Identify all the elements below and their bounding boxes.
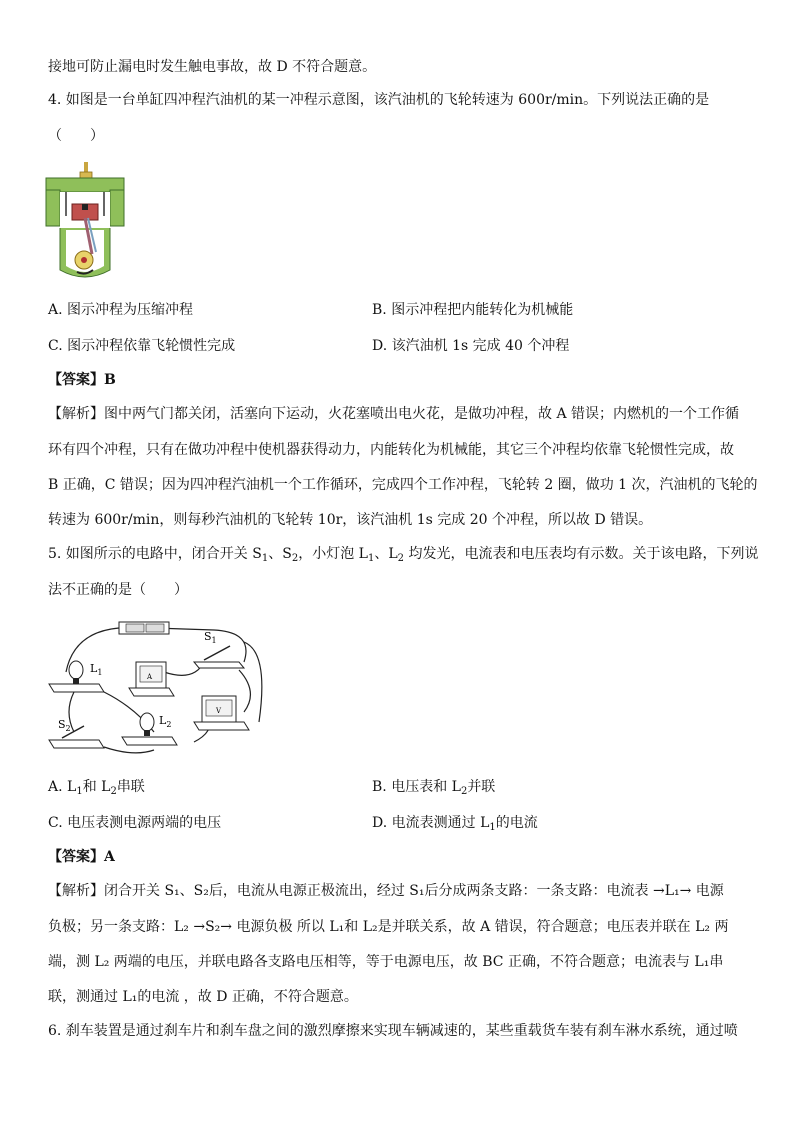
q4-stem-line2: （ ） xyxy=(48,128,104,144)
q4-analysis-line3: B 正确，C 错误；因为四冲程汽油机一个工作循环，完成四个工作冲程，飞轮转 2 圈，做功 1 次，汽油机的飞轮的 xyxy=(48,477,758,493)
previous-answer-tail: 接地可防止漏电时发生触电事故，故 D 不符合题意。 xyxy=(48,59,377,75)
lamp-l2-label: $L_2$ xyxy=(159,714,172,729)
q5-stem-line2: 法不正确的是（ ） xyxy=(48,582,188,598)
lamp-l1-label: $L_1$ xyxy=(90,662,103,677)
q4-option-d: D. 该汽油机 1s 完成 40 个冲程 xyxy=(372,338,570,354)
q5-option-a: A. $L_1$和 $L_2$串联 xyxy=(48,779,145,797)
q4-option-a: A. 图示冲程为压缩冲程 xyxy=(48,302,194,318)
switch-s1-label: $S_1$ xyxy=(204,630,217,645)
q4-option-c: C. 图示冲程依靠飞轮惯性完成 xyxy=(48,338,236,354)
circuit-diagram xyxy=(44,612,274,762)
q4-analysis-line1: 【解析】图中两气门都关闭，活塞向下运动，火花塞喷出电火花，是做功冲程，故 A 错误；内燃机的一个工作循 xyxy=(48,406,740,422)
engine-diagram xyxy=(44,160,126,285)
q5-stem-line1: 5. 如图所示的电路中，闭合开关 $S_1$、$S_2$，小灯泡 $L_1$、$L_2$ 均发光，电流表和电压表均有示数。关于该电路，下列说 xyxy=(48,546,759,564)
q5-option-d: D. 电流表测通过 $L_1$的电流 xyxy=(372,815,538,833)
q5-analysis-line1: 【解析】闭合开关 S₁、S₂后，电流从电源正极流出，经过 S₁后分成两条支路：一条支路：电流表 →L₁→ 电源 xyxy=(48,883,724,899)
q4-answer: 【答案】B xyxy=(48,372,116,388)
q6-stem-line1: 6. 刹车装置是通过刹车片和刹车盘之间的激烈摩擦来实现车辆减速的，某些重载货车装有刹车淋水系统，通过喷 xyxy=(48,1023,738,1039)
q5-option-c: C. 电压表测电源两端的电压 xyxy=(48,815,222,831)
q5-answer: 【答案】A xyxy=(48,849,115,865)
q4-stem-line1: 4. 如图是一台单缸四冲程汽油机的某一冲程示意图，该汽油机的飞轮转速为 600r/min。下列说法正确的是 xyxy=(48,92,710,108)
ammeter-label: A xyxy=(147,673,153,681)
switch-s2-label: $S_2$ xyxy=(58,718,71,733)
q5-option-b: B. 电压表和 $L_2$并联 xyxy=(372,779,496,797)
q4-analysis-line2: 环有四个冲程，只有在做功冲程中使机器获得动力，内能转化为机械能，其它三个冲程均依靠飞轮惯性完成，故 xyxy=(48,442,734,458)
voltmeter-label: V xyxy=(216,707,222,715)
q4-analysis-line4: 转速为 600r/min，则每秒汽油机的飞轮转 10r，该汽油机 1s 完成 20 个冲程，所以故 D 错误。 xyxy=(48,512,653,528)
q5-analysis-line4: 联，测通过 L₁的电流 ，故 D 正确，不符合题意。 xyxy=(48,989,358,1005)
q5-analysis-line2: 负极；另一条支路：L₂ →S₂→ 电源负极 所以 L₁和 L₂是并联关系，故 A 错误，符合题意；电压表并联在 L₂ 两 xyxy=(48,919,729,935)
q4-option-b: B. 图示冲程把内能转化为机械能 xyxy=(372,302,574,318)
q5-analysis-line3: 端，测 L₂ 两端的电压，并联电路各支路电压相等，等于电源电压，故 BC 正确，不符合题意；电流表与 L₁串 xyxy=(48,954,724,970)
